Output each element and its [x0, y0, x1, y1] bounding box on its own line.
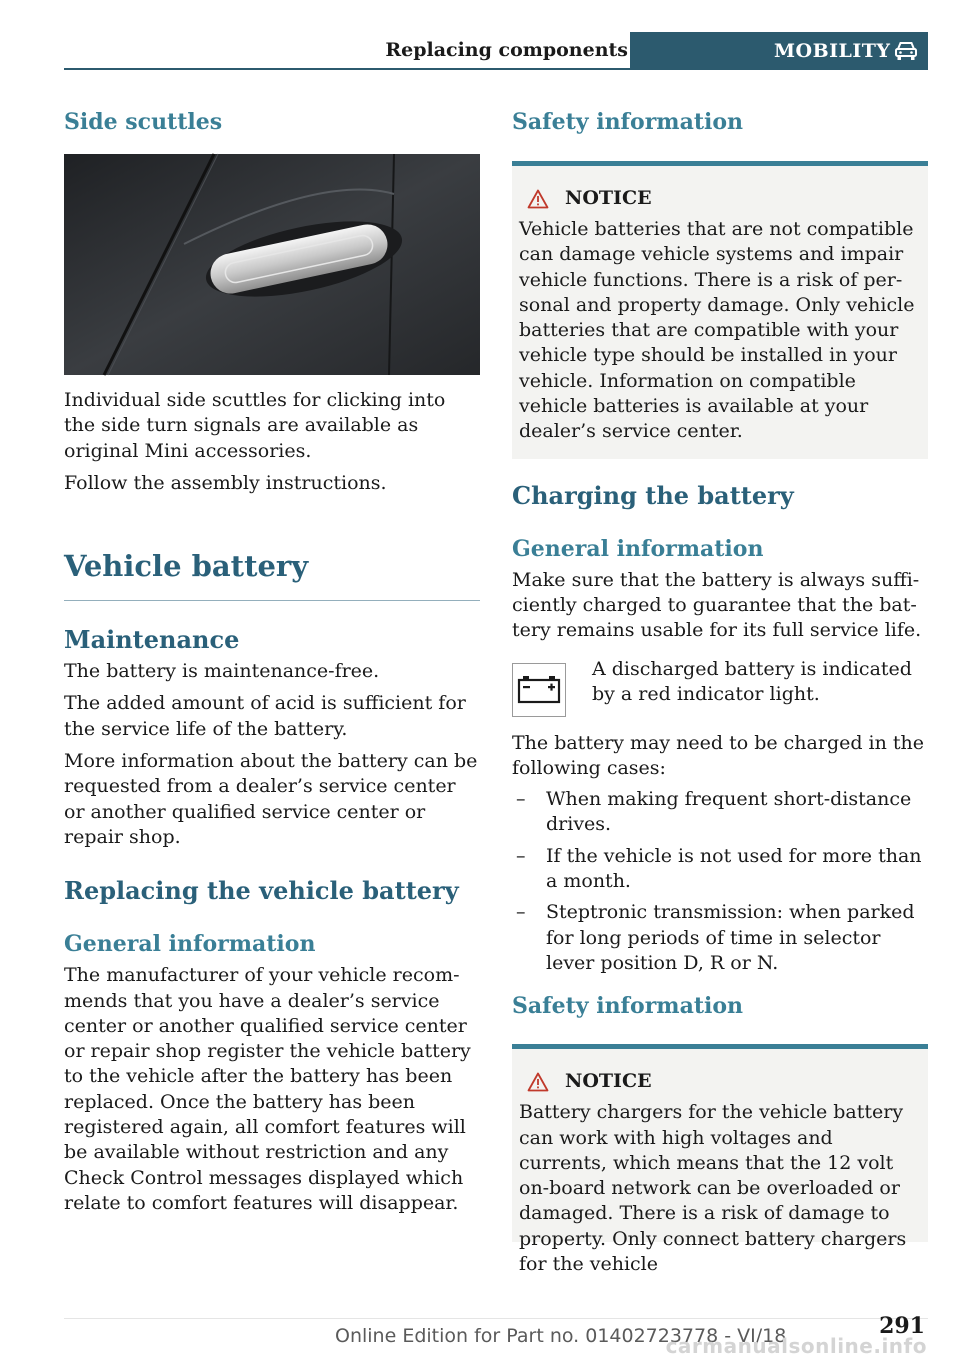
section-title: Replacing components	[385, 39, 628, 61]
section-rule	[64, 600, 480, 601]
side-scuttles-text-1: Individual side scuttles for clicking into the side turn signals are available as original Mini accessories.	[64, 389, 446, 462]
replacing-battery-heading: Replacing the vehicle battery	[64, 876, 459, 906]
edition-note: Online Edition for Part no. 01402723778 - VI/18	[335, 1325, 787, 1347]
charging-cases-intro: The battery may need to be charged in the following cases:	[512, 731, 925, 779]
safety-info-heading-1: Safety information	[512, 109, 744, 135]
general-info-heading-right: General information	[512, 535, 764, 562]
battery-indicator-text: A discharged battery is indicated by a red indicator light.	[592, 657, 912, 705]
notice-header-1	[519, 186, 921, 211]
general-info-text-right: Make sure that the battery is always sufficiently charged to guarantee that the battery remains usable for its full service life.	[512, 568, 922, 642]
notice-text-1: Vehicle batteries that are not compatible can damage vehicle systems and impair vehicle functions. There is a risk of personal and property damage. Only vehicle batteries that are compatible with your vehicle type should be installed in your vehicle. Information on compatible vehicle batteries is available at your dealer’s service center.	[519, 218, 915, 443]
side-scuttles-heading: Side scuttles	[64, 109, 223, 135]
page-number: 291	[879, 1313, 925, 1339]
maintenance-text-3: More information about the battery can be requested from a dealer’s service center or another qualified service center or repair shop.	[64, 750, 478, 848]
left-column	[64, 96, 480, 1216]
page-header	[64, 32, 928, 70]
warning-triangle-icon	[527, 189, 549, 209]
warning-triangle-icon	[527, 1072, 549, 1092]
maintenance-text-1: The battery is maintenance-free.	[64, 660, 380, 683]
list-item: – When making frequent short-distance drives.	[516, 788, 912, 836]
general-info-heading-left: General information	[64, 931, 316, 958]
side-scuttle-illustration	[64, 154, 480, 375]
car-icon	[894, 40, 918, 62]
right-column	[512, 96, 928, 1276]
footer-rule	[64, 1318, 928, 1319]
maintenance-text-2: The added amount of acid is sufficient for the service life of the battery.	[64, 692, 466, 740]
general-info-text-left: The manufacturer of your vehicle recommends that you have a dealer’s service center or another qualified service center or repair shop register the vehicle battery to the vehicle after the battery has been replaced. Once the battery has been registered again, all comfort features will be available without restriction and any Check Control messages displayed which relate to comfort features will disappear.	[64, 964, 471, 1214]
battery-indicator-row	[512, 657, 928, 717]
battery-indicator-icon	[512, 663, 566, 717]
notice-text-2: Battery chargers for the vehicle battery can work with high voltages and currents, which means that the 12 volt on-board network can be overloaded or damaged. There is a risk of damage to property. Only connect battery chargers for the vehicle	[519, 1101, 907, 1276]
safety-info-heading-2: Safety information	[512, 993, 744, 1020]
notice-label-1: NOTICE	[565, 187, 652, 209]
watermark: carmanualsonline.info	[665, 1334, 927, 1358]
chapter-tab	[630, 32, 928, 70]
list-item: – Steptronic transmission: when parked for long periods of time in selector lever position D, R or N.	[516, 901, 915, 974]
maintenance-heading: Maintenance	[64, 625, 240, 655]
notice-header-2	[519, 1069, 921, 1094]
vehicle-battery-heading: Vehicle battery	[64, 549, 309, 584]
list-item: – If the vehicle is not used for more than a month.	[516, 844, 922, 893]
charging-cases-list	[512, 787, 928, 976]
side-scuttles-text-2: Follow the assembly instructions.	[64, 471, 387, 494]
notice-box-1	[512, 161, 928, 459]
header-rule	[64, 68, 928, 70]
charging-battery-heading: Charging the battery	[512, 480, 794, 510]
side-scuttle-photo	[64, 154, 480, 375]
notice-label-2: NOTICE	[565, 1070, 652, 1093]
chapter-title: MOBILITY	[774, 40, 891, 62]
notice-box-2	[512, 1044, 928, 1276]
